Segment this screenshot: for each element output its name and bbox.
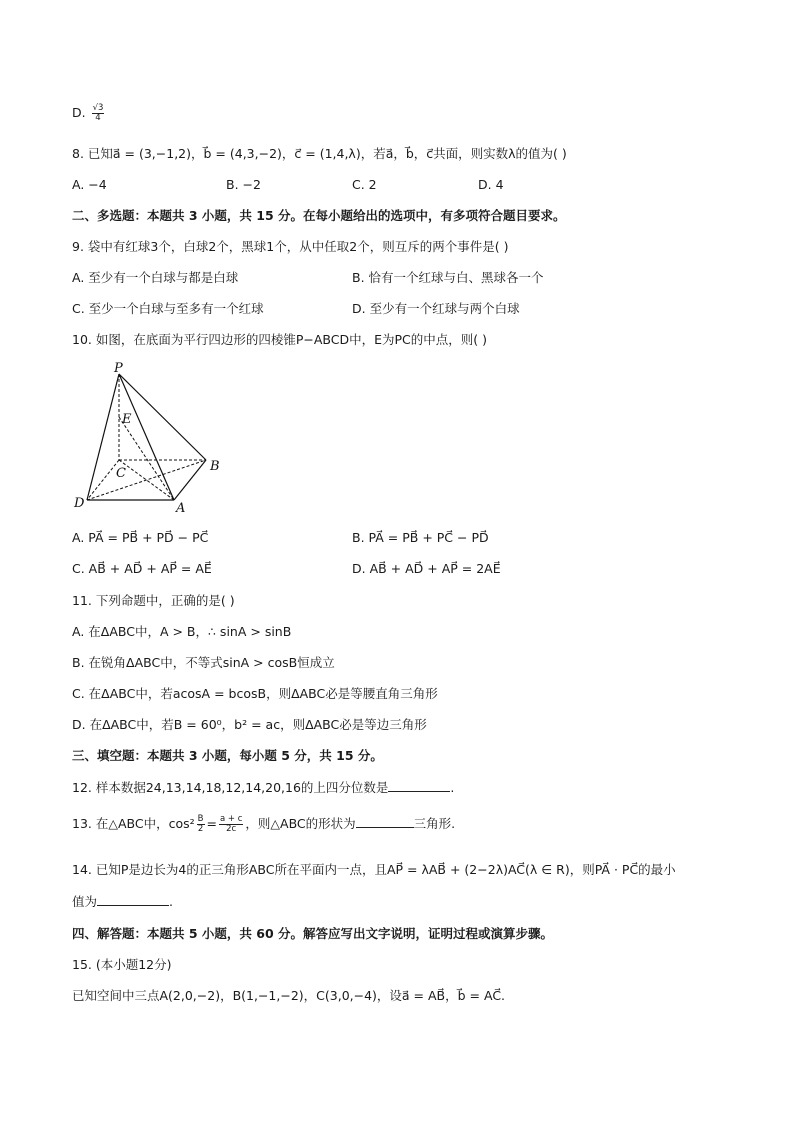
q10-option-c: C. AB⃗ + AD⃗ + AP⃗ = AE⃗ (72, 561, 212, 576)
q9-option-c: C. 至少一个白球与至多有一个红球 (72, 301, 264, 316)
q7-option-d-numerator: √3 (92, 103, 104, 113)
edge-ab (174, 460, 206, 500)
segment-ea (119, 417, 174, 500)
q13-pre: 13. 在△ABC中，cos² (72, 816, 195, 831)
q7-option-d (72, 104, 106, 123)
label-e: E (122, 412, 132, 427)
section-2-heading: 二、多选题：本题共 3 小题，共 15 分。在每小题给出的选项中，有多项符合题目要求。 (72, 208, 566, 223)
q14-answer-blank (97, 893, 169, 906)
q8-stem: 8. 已知a⃗ = (3,−1,2)，b⃗ = (4,3,−2)，c⃗ = (1,4,λ)，若a⃗，b⃗，c⃗共面，则实数λ的值为( ) (72, 146, 567, 161)
label-c: C (116, 466, 126, 481)
q13-rhs-num: a + c (219, 814, 243, 824)
q14-end: . (169, 894, 173, 909)
pyramid-figure (70, 360, 230, 515)
q12-stem: 12. 样本数据24,13,14,18,12,14,20,16的上四分位数是 (72, 780, 389, 795)
q11-option-a: A. 在ΔABC中，A > B，∴ sinA > sinB (72, 624, 292, 639)
q7-option-d-denominator: 4 (95, 113, 101, 123)
q15-stem: 已知空间中三点A(2,0,−2)，B(1,−1,−2)，C(3,0,−4)，设a⃗ = AB⃗，b⃗ = AC⃗. (72, 988, 506, 1003)
q10-option-a: A. PA⃗ = PB⃗ + PD⃗ − PC⃗ (72, 530, 209, 545)
q13-rhs-fraction (219, 815, 243, 834)
q14-line-1: 14. 已知P是边长为4的正三角形ABC所在平面内一点，且AP⃗ = λAB⃗ + (2−2λ)AC⃗(λ ∈ R)，则PA⃗ · PC⃗的最小 (72, 862, 676, 877)
q12-answer-blank (388, 779, 450, 792)
section-4-heading: 四、解答题：本题共 5 小题，共 60 分。解答应写出文字说明，证明过程或演算步骤。 (72, 926, 554, 941)
q11-stem: 11. 下列命题中，正确的是( ) (72, 593, 235, 608)
q8-option-d: D. 4 (478, 177, 504, 192)
q8-option-b: B. −2 (226, 177, 261, 192)
q13-eq: = (206, 816, 217, 831)
q11-option-c: C. 在ΔABC中，若acosA = bcosB，则ΔABC必是等腰直角三角形 (72, 686, 438, 701)
q7-option-d-fraction (92, 104, 105, 123)
edge-pd (87, 374, 119, 500)
q8-option-c: C. 2 (352, 177, 377, 192)
q9-stem: 9. 袋中有红球3个，白球2个，黑球1个，从中任取2个，则互斥的两个事件是( ) (72, 239, 509, 254)
q13-half-num: B (197, 814, 204, 824)
q11-option-b: B. 在锐角ΔABC中，不等式sinA > cosB恒成立 (72, 655, 335, 670)
q11-option-d: D. 在ΔABC中，若B = 60⁰，b² = ac，则ΔABC必是等边三角形 (72, 717, 427, 732)
q9-option-b: B. 恰有一个红球与白、黑球各一个 (352, 270, 544, 285)
q9-option-a: A. 至少有一个白球与都是白球 (72, 270, 239, 285)
q14-line-2 (72, 893, 173, 911)
q13-rhs-den: 2c (226, 824, 237, 834)
section-3-heading: 三、填空题：本题共 3 小题，每小题 5 分，共 15 分。 (72, 748, 383, 763)
q12 (72, 779, 454, 797)
label-p: P (114, 361, 123, 376)
edge-pa (119, 374, 174, 500)
edge-pb (119, 374, 206, 460)
label-d: D (74, 496, 85, 511)
q13-mid: ，则△ABC的形状为 (245, 816, 356, 831)
q13-half-den: 2 (197, 824, 204, 834)
q15-title: 15. (本小题12分) (72, 957, 172, 972)
q12-end: . (450, 780, 455, 795)
diagonal-db (87, 460, 206, 500)
q7-option-d-label: D. (72, 105, 86, 120)
q9-option-d: D. 至少有一个红球与两个白球 (352, 301, 520, 316)
q8-option-a: A. −4 (72, 177, 107, 192)
label-b: B (210, 459, 220, 474)
label-a: A (176, 501, 186, 515)
q10-option-d: D. AB⃗ + AD⃗ + AP⃗ = 2AE⃗ (352, 561, 501, 576)
q10-option-b: B. PA⃗ = PB⃗ + PC⃗ − PD⃗ (352, 530, 489, 545)
q14-line-2-text: 值为 (72, 894, 98, 909)
q10-stem: 10. 如图，在底面为平行四边形的四棱锥P−ABCD中，E为PC的中点，则( ) (72, 332, 488, 347)
q13-half-angle-fraction (197, 815, 205, 834)
q13-end: 三角形. (413, 816, 456, 831)
q13 (72, 815, 455, 834)
q13-answer-blank (356, 815, 414, 828)
